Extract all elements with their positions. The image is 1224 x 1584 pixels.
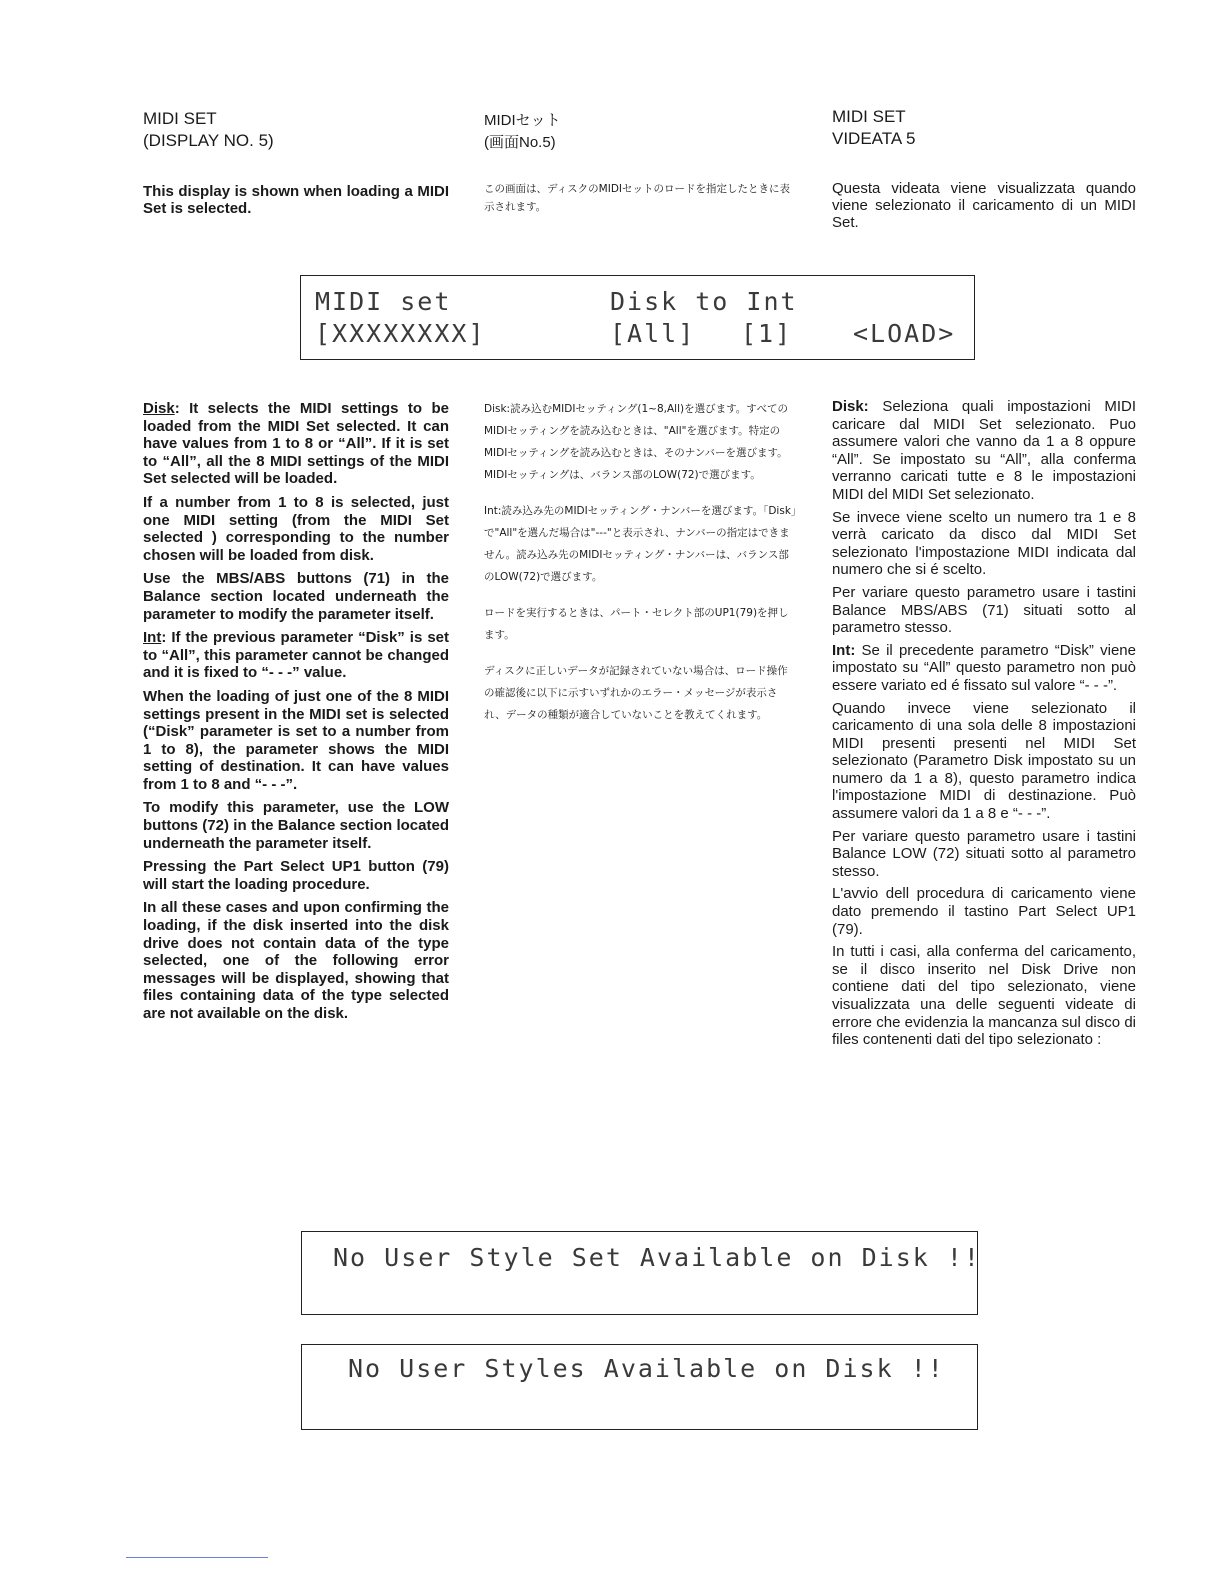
jp-paragraph: Disk:読み込むMIDIセッティング(1~8,All)を選びます。すべてのMIDIセッティングを読み込むときは、"All"を選びます。特定のMIDIセッティングを読み込むときは、そのナンバーを選びます。MIDIセッティングは、バランス部のLOW(72)で選びます。	[484, 403, 789, 481]
it-paragraph-int	[832, 642, 1136, 695]
it-int-label: Int:	[832, 641, 856, 659]
it-disk-text: Seleziona quali impostazioni MIDI caricare dal MIDI Set selezionato. Puo assumere valori che vanno da 1 a 8 oppure “All”. Se impostato su “All”, alla conferma verranno caricati tutte e 8 le impostazioni MIDI del MIDI Set selezionato.	[832, 398, 1136, 503]
body-en	[143, 400, 449, 1029]
en-disk-label: Disk	[143, 400, 175, 417]
lead-jp: この画面は、ディスクのMIDIセットのロードを指定したときに表示されます。	[484, 183, 790, 213]
lcd-load-action: <LOAD>	[853, 319, 956, 348]
it-paragraph-disk	[832, 398, 1136, 504]
lcd-int-value: [1]	[741, 319, 793, 348]
it-paragraph: In tutti i casi, alla conferma del caricamento, se il disco inserito nel Disk Drive non contiene dati del tipo selezionato, viene visualizzata una delle seguenti videate di errore che evidenzia la mancanza sul disco di files contenenti dati del tipo selezionato :	[832, 943, 1136, 1049]
lcd-title: MIDI set	[315, 287, 452, 316]
it-paragraph: Per variare questo parametro usare i tastini Balance LOW (72) situati sotto al parametro stesso.	[832, 827, 1136, 880]
en-paragraph-int	[143, 629, 449, 682]
it-disk-label: Disk:	[832, 398, 869, 415]
lcd-disk-value: [All]	[610, 319, 696, 348]
lcd-midi-set-name: [XXXXXXXX]	[315, 319, 486, 348]
it-paragraph: Per variare questo parametro usare i tastini Balance MBS/ABS (71) situati sotto al parametro stesso.	[832, 583, 1136, 637]
it-int-text: Se il precedente parametro “Disk” viene impostato su “All” questo parametro non può essere variato ed é fissato sul valore “- - -”.	[832, 641, 1136, 694]
title-en-line2: (DISPLAY NO. 5)	[143, 131, 274, 150]
jp-paragraph: ロードを実行するときは、パート・セレクト部のUP1(79)を押します。	[484, 607, 789, 641]
lcd-error-no-style-set	[301, 1231, 981, 1315]
lcd-error-no-styles	[301, 1344, 978, 1430]
footer-rule	[126, 1557, 268, 1558]
en-paragraph: Pressing the Part Select UP1 button (79) will start the loading procedure.	[143, 858, 449, 893]
lcd-display-midi-set	[300, 275, 975, 360]
heading-en	[143, 108, 449, 152]
it-paragraph: Se invece viene scelto un numero tra 1 e 8 verrà caricato da disco dal MIDI Set selezionato l'impostazione MIDI indicata dal numero che si é scelto.	[832, 508, 1136, 579]
jp-paragraph: Int:読み込み先のMIDIセッティング・ナンバーを選びます。「Disk」で"All"を選んだ場合は"---"と表示され、ナンバーの指定はできません。読み込み先のMIDIセッティング・ナンバーは、バランス部のLOW(72)で選びます。	[484, 505, 797, 583]
en-int-text: : If the previous parameter “Disk” is set to “All”, this parameter cannot be changed and it is fixed to “- - -” value.	[143, 629, 449, 682]
en-paragraph: Use the MBS/ABS buttons (71) in the Balance section located underneath the parameter to modify the parameter itself.	[143, 570, 449, 623]
en-paragraph: If a number from 1 to 8 is selected, just one MIDI setting (from the MIDI Set selected ) corresponding to the number chosen will be loaded from disk.	[143, 493, 449, 564]
title-jp-line1: MIDIセット	[484, 112, 561, 129]
en-paragraph: To modify this parameter, use the LOW buttons (72) in the Balance section located underneath the parameter itself.	[143, 799, 449, 852]
it-paragraph: Quando invece viene selezionato il caricamento di una sola delle 8 impostazioni MIDI presenti presenti nel MIDI Set selezionato (Parametro Disk impostato su un numero da 1 a 8), questo parametro indica l'impostazione MIDI di destinazione. Può assumere valori da 1 a 8 e “- - -”.	[832, 699, 1136, 823]
lead-en: This display is shown when loading a MIDI Set is selected.	[143, 183, 449, 217]
lcd-error-message: No User Style Set Available on Disk !!	[333, 1243, 981, 1272]
title-jp-line2: (画面No.5)	[484, 134, 556, 151]
en-disk-text: : It selects the MIDI settings to be loaded from the MIDI Set selected. It can have values from 1 to 8 or “All”. If it is set to “All”, all the 8 MIDI settings of the MIDI Set selected will be loaded.	[143, 400, 449, 488]
en-int-label: Int	[143, 629, 162, 647]
body-it	[832, 398, 1136, 1054]
jp-paragraph: ディスクに正しいデータが記録されていない場合は、ロード操作の確認後に以下に示すいずれかのエラー・メッセージが表示され、データの種類が適合していないことを教えてくれます。	[484, 665, 788, 721]
body-jp	[484, 398, 798, 740]
en-paragraph: In all these cases and upon confirming the loading, if the disk inserted into the disk drive does not contain data of the type selected, one of the following error messages will be displayed, showing that files containing data of the type selected are not available on the disk.	[143, 899, 449, 1022]
en-paragraph-disk	[143, 400, 449, 488]
title-it-line1: MIDI SET	[832, 107, 906, 126]
lead-it: Questa videata viene visualizzata quando viene selezionato il caricamento di un MIDI Set.	[832, 180, 1136, 231]
en-paragraph: When the loading of just one of the 8 MIDI settings present in the MIDI set is selected (“Disk” parameter is set to a number from 1 to 8), the parameter shows the MIDI setting of destination. It can have values from 1 to 8 and “- - -”.	[143, 687, 449, 793]
title-it-line2: VIDEATA 5	[832, 129, 916, 148]
it-paragraph: L'avvio dell procedura di caricamento viene dato premendo il tastino Part Select UP1 (79).	[832, 885, 1136, 938]
heading-it	[832, 106, 1136, 150]
lcd-error-message: No User Styles Available on Disk !!	[348, 1354, 945, 1383]
heading-jp	[484, 110, 798, 154]
title-en-line1: MIDI SET	[143, 109, 217, 128]
lcd-column-headers: Disk to Int	[610, 287, 798, 316]
